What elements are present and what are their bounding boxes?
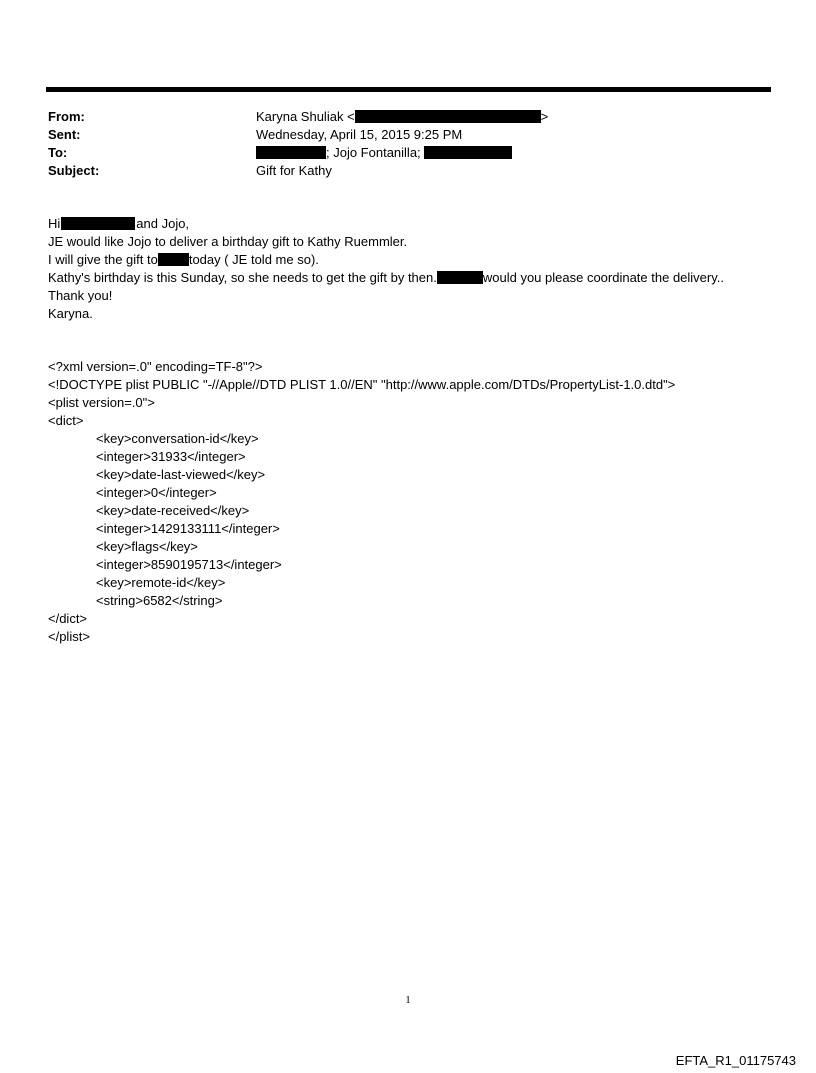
email-body — [48, 215, 768, 323]
sent-label: Sent: — [48, 127, 81, 142]
subject-label: Subject: — [48, 163, 100, 178]
xml-line: </plist> — [48, 629, 90, 644]
redaction-box — [158, 253, 189, 266]
body-line: Thank you! — [48, 288, 113, 303]
body-line: JE would like Jojo to deliver a birthday gift to Kathy Ruemmler. — [48, 234, 408, 249]
xml-line: <key>remote-id</key> — [96, 575, 226, 590]
xml-line: <integer>8590195713</integer> — [96, 557, 282, 572]
xml-line: <?xml version=.0" encoding=TF-8"?> — [48, 359, 263, 374]
to-label: To: — [48, 145, 68, 160]
body-line — [48, 269, 768, 287]
from-value — [256, 108, 548, 126]
from-suffix: > — [540, 109, 549, 124]
subject-row — [48, 162, 768, 180]
greeting-prefix: Hi — [48, 216, 61, 231]
line4-prefix: Kathy's birthday is this Sunday, so she needs to get the gift by then. — [48, 270, 437, 285]
greeting-suffix: and Jojo, — [136, 216, 190, 231]
greeting-line — [48, 215, 768, 233]
from-name: Karyna Shuliak < — [256, 109, 355, 124]
xml-line: <!DOCTYPE plist PUBLIC "-//Apple//DTD PLIST 1.0//EN" "http://www.apple.com/DTDs/PropertyList-1.0.dtd"> — [48, 377, 676, 392]
to-row — [48, 144, 768, 162]
xml-line: </dict> — [48, 611, 88, 626]
sent-value: Wednesday, April 15, 2015 9:25 PM — [256, 127, 463, 142]
from-row — [48, 108, 768, 126]
line4-suffix: would you please coordinate the delivery.. — [482, 270, 725, 285]
from-label: From: — [48, 109, 85, 124]
xml-line: <string>6582</string> — [96, 593, 223, 608]
header-rule — [46, 87, 771, 92]
line3-suffix: today ( JE told me so). — [188, 252, 319, 267]
signature-line: Karyna. — [48, 306, 93, 321]
body-line — [48, 251, 768, 269]
xml-line: <integer>0</integer> — [96, 485, 217, 500]
xml-line: <key>date-last-viewed</key> — [96, 467, 266, 482]
to-mid: ; Jojo Fontanilla; — [326, 145, 421, 160]
xml-line: <plist version=.0"> — [48, 395, 155, 410]
xml-plist-block — [48, 358, 768, 646]
page-number: 1 — [405, 994, 411, 1006]
redaction-box — [355, 110, 541, 123]
sent-row — [48, 126, 768, 144]
redaction-box — [424, 146, 512, 159]
redaction-box — [437, 271, 483, 284]
xml-line: <dict> — [48, 413, 84, 428]
xml-line: <integer>1429133111</integer> — [96, 521, 280, 536]
to-value — [256, 144, 512, 162]
subject-value: Gift for Kathy — [256, 163, 332, 178]
xml-line: <integer>31933</integer> — [96, 449, 246, 464]
redaction-box — [61, 217, 135, 230]
bates-number: EFTA_R1_01175743 — [675, 1053, 796, 1068]
xml-line: <key>flags</key> — [96, 539, 198, 554]
xml-line: <key>date-received</key> — [96, 503, 250, 518]
redaction-box — [256, 146, 326, 159]
xml-line: <key>conversation-id</key> — [96, 431, 259, 446]
line3-prefix: I will give the gift to — [48, 252, 158, 267]
email-header — [48, 108, 768, 180]
